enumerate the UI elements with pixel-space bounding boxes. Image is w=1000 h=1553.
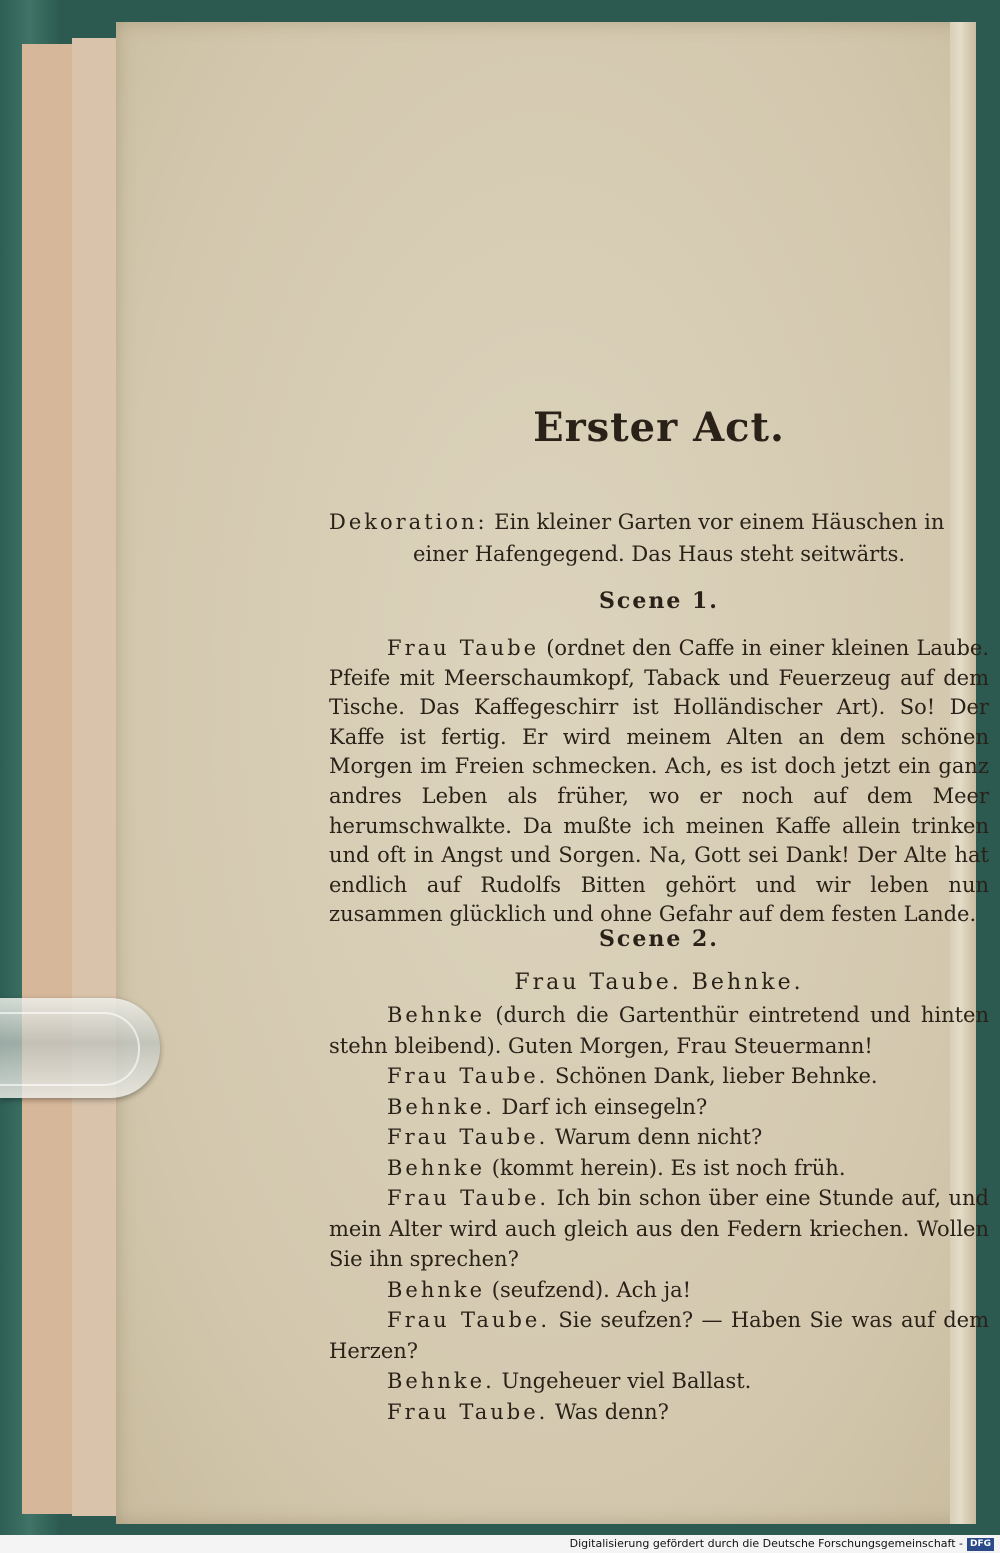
dialog-speaker: Frau Taube.: [387, 1399, 549, 1424]
page-clip-highlight: [0, 1012, 140, 1086]
dialog-line: [329, 1061, 989, 1092]
dialog-line: [329, 1183, 989, 1275]
dialog-text: Warum denn nicht?: [554, 1125, 763, 1149]
dialog-line: [329, 1366, 989, 1397]
scene1-text: (ordnet den Caffe in einer kleinen Laube. Pfeife mit Meerschaumkopf, Taback und Feuerzeug auf dem Tische. Das Kaffegeschirr ist Holländischer Art). So! Der Kaffe ist fertig. Er wird meinem Alten an dem schönen Morgen im Freien schmecken. Ach, es ist doch jetzt ein ganz andres Leben als früher, wo er noch auf dem Meer herumschwalkte. Da mußte ich meinen Kaffe allein trinken und oft in Angst und Sorgen. Na, Gott sei Dank! Der Alte hat endlich auf Rudolfs Bitten gehört und wir leben nun zusammen glücklich und ohne Gefahr auf dem festen Lande.: [329, 636, 989, 927]
scene1-speaker: Frau Taube: [387, 636, 540, 660]
scene2-heading: Scene 2.: [599, 926, 719, 952]
dialog-speaker: Frau Taube.: [387, 1308, 551, 1332]
scene2-persons: Frau Taube. Behnke.: [514, 970, 804, 995]
digitization-footer: [0, 1535, 1000, 1553]
act-title: Erster Act.: [533, 404, 785, 451]
scene2-dialog: [329, 1000, 989, 1427]
dialog-speaker: Behnke: [387, 1155, 486, 1180]
dialog-text: Darf ich einsegeln?: [501, 1094, 708, 1119]
dialog-speaker: Behnke: [387, 1277, 486, 1302]
dialog-text: Ich bin schon über eine Stunde auf, und mein Alter wird auch gleich aus den Federn kriechen. Wollen Sie ihn sprechen?: [329, 1186, 989, 1271]
dialog-speaker: Behnke.: [387, 1369, 495, 1393]
dialog-text: (durch die Gartenthür eintretend und hinten stehn bleibend). Guten Morgen, Frau Steuermann!: [329, 1003, 989, 1058]
book-page: [116, 22, 990, 1524]
scene1-paragraph: [329, 634, 989, 930]
dialog-text: Ungeheuer viel Ballast.: [501, 1369, 752, 1393]
page-clip: [0, 998, 160, 1098]
dekoration-text-line1: Ein kleiner Garten vor einem Häuschen in: [494, 510, 945, 534]
dialog-speaker: Frau Taube.: [387, 1186, 550, 1210]
dialog-line: [329, 1122, 989, 1153]
dialog-line: [329, 1092, 989, 1123]
scene1-heading: Scene 1.: [599, 588, 719, 614]
dialog-line: [329, 1153, 989, 1184]
footer-text: Digitalisierung gefördert durch die Deutsche Forschungsgemeinschaft -: [569, 1537, 963, 1550]
dialog-line: [329, 1000, 989, 1061]
stage-setting: [329, 506, 989, 570]
dekoration-text-line2: einer Hafengegend. Das Haus steht seitwärts.: [412, 542, 906, 566]
dekoration-label: Dekoration:: [329, 510, 488, 534]
dialog-line: [329, 1275, 989, 1306]
dialog-text: (kommt herein). Es ist noch früh.: [491, 1155, 846, 1180]
dialog-text: Schönen Dank, lieber Behnke.: [554, 1064, 878, 1088]
dfg-logo: DFG: [967, 1538, 994, 1551]
dialog-text: Was denn?: [554, 1399, 669, 1424]
dialog-speaker: Frau Taube.: [387, 1064, 549, 1088]
dialog-text: (seufzend). Ach ja!: [491, 1277, 692, 1302]
dialog-text: Sie seufzen? — Haben Sie was auf dem Herzen?: [329, 1308, 990, 1363]
dialog-line: [329, 1397, 989, 1428]
dialog-speaker: Behnke.: [387, 1094, 495, 1119]
dialog-speaker: Behnke: [387, 1003, 486, 1027]
dialog-line: [329, 1305, 989, 1366]
dialog-speaker: Frau Taube.: [387, 1125, 549, 1149]
